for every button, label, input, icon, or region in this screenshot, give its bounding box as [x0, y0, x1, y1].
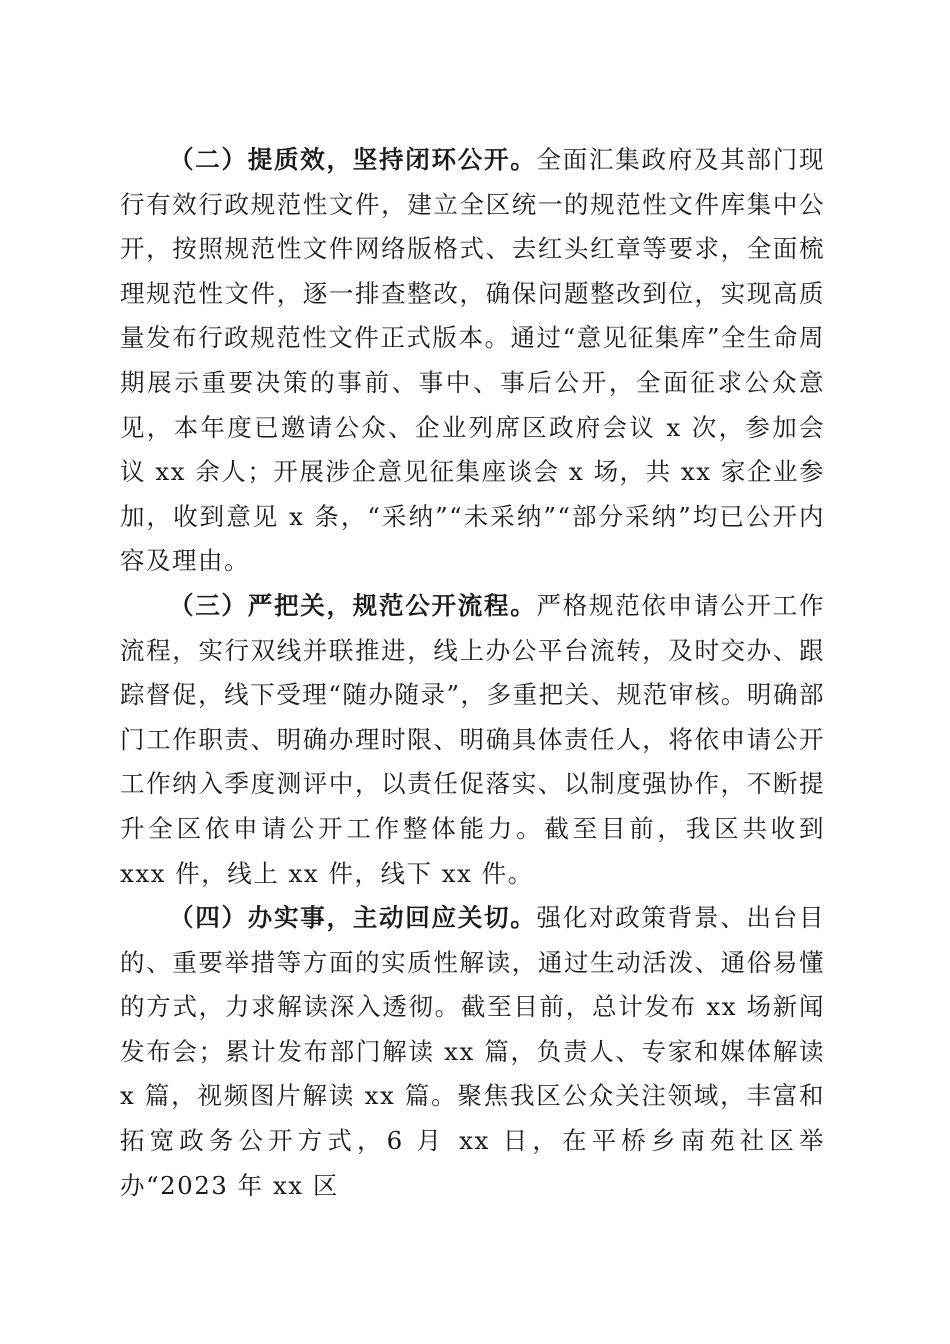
document-body: [120, 138, 825, 1208]
section-3-text: 严格规范依申请公开工作流程，实行双线并联推进，线上办公平台流转，及时交办、跟踪督促，线下受理“随办随录”，多重把关、规范审核。明确部门工作职责、明确办理时限、明确具体责任人，将依申请公开工作纳入季度测评中，以责任促落实、以制度强协作，不断提升全区依申请公开工作整体能力。截至目前，我区共收到 xxx 件，线上 xx 件，线下 xx 件。: [120, 590, 825, 888]
section-2-paragraph: [120, 138, 825, 584]
section-3-heading: （三）严把关，规范公开流程。: [169, 590, 537, 620]
section-2-heading: （二）提质效，坚持闭环公开。: [169, 145, 537, 174]
section-4-heading: （四）办实事，主动回应关切。: [169, 903, 537, 933]
section-4-paragraph: [120, 896, 825, 1208]
section-4-text: 强化对政策背景、出台目的、重要举措等方面的实质性解读，通过生动活泼、通俗易懂的方式，力求解读深入透彻。截至目前，总计发布 xx 场新闻发布会；累计发布部门解读 xx 篇，负责人、专家和媒体解读 x 篇，视频图片解读 xx 篇。聚焦我区公众关注领域，丰富和拓宽政务公开方式，6 月 xx 日，在平桥乡南苑社区举办“2023 年 xx 区: [120, 903, 825, 1200]
section-3-paragraph: [120, 584, 825, 896]
section-2-text: 全面汇集政府及其部门现行有效行政规范性文件，建立全区统一的规范性文件库集中公开，按照规范性文件网络版格式、去红头红章等要求，全面梳理规范性文件，逐一排查整改，确保问题整改到位，实现高质量发布行政规范性文件正式版本。通过“意见征集库”全生命周期展示重要决策的事前、事中、事后公开，全面征求公众意见，本年度已邀请公众、企业列席区政府会议 x 次，参加会议 xx 余人；开展涉企意见征集座谈会 x 场，共 xx 家企业参加，收到意见 x 条，“采纳”“未采纳”“部分采纳”均已公开内容及理由。: [120, 145, 825, 576]
